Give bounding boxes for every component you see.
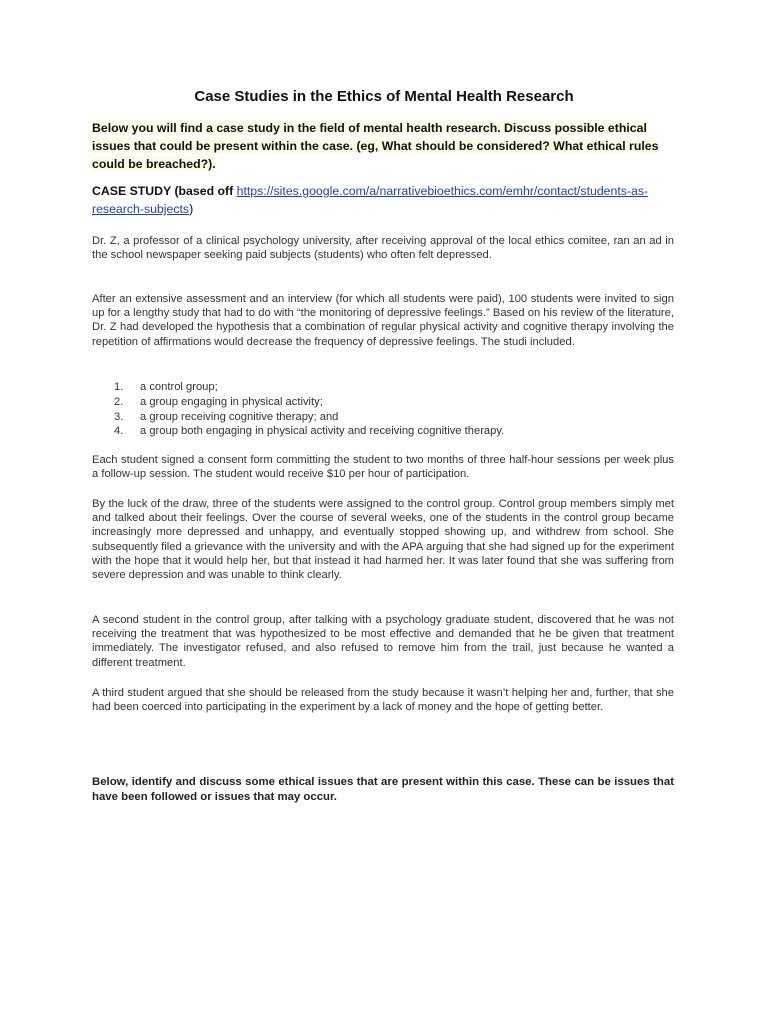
document-title: Case Studies in the Ethics of Mental Health Research [194, 88, 574, 105]
list-item [92, 424, 652, 439]
instructions [92, 119, 676, 173]
list-item [92, 410, 652, 425]
list-text: a group engaging in physical activity; [140, 395, 323, 408]
list-number: 1. [114, 381, 124, 393]
paragraph-consent: Each student signed a consent form committing the student to two months of three half-hour sessions per week plus a follow-up session. The student would receive $10 per hour of participation. [92, 454, 674, 481]
list-item [92, 395, 652, 410]
list-item [92, 380, 652, 395]
list-text: a group receiving cognitive therapy; and [140, 410, 339, 423]
list-number: 2. [114, 395, 124, 408]
list-number: 4. [114, 425, 124, 438]
case-study-prefix: CASE STUDY (based off [92, 184, 237, 198]
discussion-prompt: Below, identify and discuss some ethical issues that are present within this case. These can be issues that have been followed or issues that may occur. [92, 776, 674, 803]
paragraph-third-student: A third student argued that she should be released from the study because it wasn’t helping her and, further, that she had been coerced into participating in the experiment by a lack of money and the hope of getting better. [92, 687, 674, 714]
paragraph-study-design: After an extensive assessment and an interview (for which all students were paid), 100 students were invited to sign up for a lengthy study that had to do with “the monitoring of depressive feelings.” Based on his review of the literature, Dr. Z had developed the hypothesis that a combination of regular physical activity and cognitive therapy involving the repetition of affirmations would decrease the frequency of depressive feelings. The studi included. [92, 293, 674, 348]
case-study-heading [92, 182, 682, 218]
paragraph-intro: Dr. Z, a professor of a clinical psychology university, after receiving approval of the local ethics comitee, ran an ad in the school newspaper seeking paid subjects (students) who often felt depressed. [92, 235, 674, 262]
list-text: a control group; [140, 381, 218, 393]
case-study-suffix: ) [189, 202, 194, 216]
paragraph-first-student: By the luck of the draw, three of the students were assigned to the control group. Control group members simply met and talked about their feelings. Over the course of several weeks, one of the students in the control group became increasingly more depressed and unhappy, and eventually stopped showing up, and withdrew from school. She subsequently filed a grievance with the university and with the APA arguing that she had signed up for the experiment with the hope that it would help her, but that instead it had harmed her. It was later found that she was suffering from severe depression and was unable to think clearly. [92, 498, 674, 582]
study-groups-list [92, 380, 652, 439]
case-study-source-link[interactable]: https://sites.google.com/a/narrativebioethics.com/emhr/contact/students-as-research-subjects [92, 184, 649, 216]
list-text: a group both engaging in physical activity and receiving cognitive therapy. [140, 425, 505, 438]
paragraph-second-student: A second student in the control group, after talking with a psychology graduate student, discovered that he was not receiving the treatment that was hypothesized to be most effective and demanded that he be given that treatment immediately. The investigator refused, and also refused to remove him from the trail, just because he wanted a different treatment. [92, 614, 674, 669]
list-number: 3. [114, 410, 124, 423]
instructions-text: Below you will find a case study in the field of mental health research. Discuss possible ethical issues that could be present within the case. (eg, What should be considered? What ethical rules could be breached?). [92, 121, 659, 171]
